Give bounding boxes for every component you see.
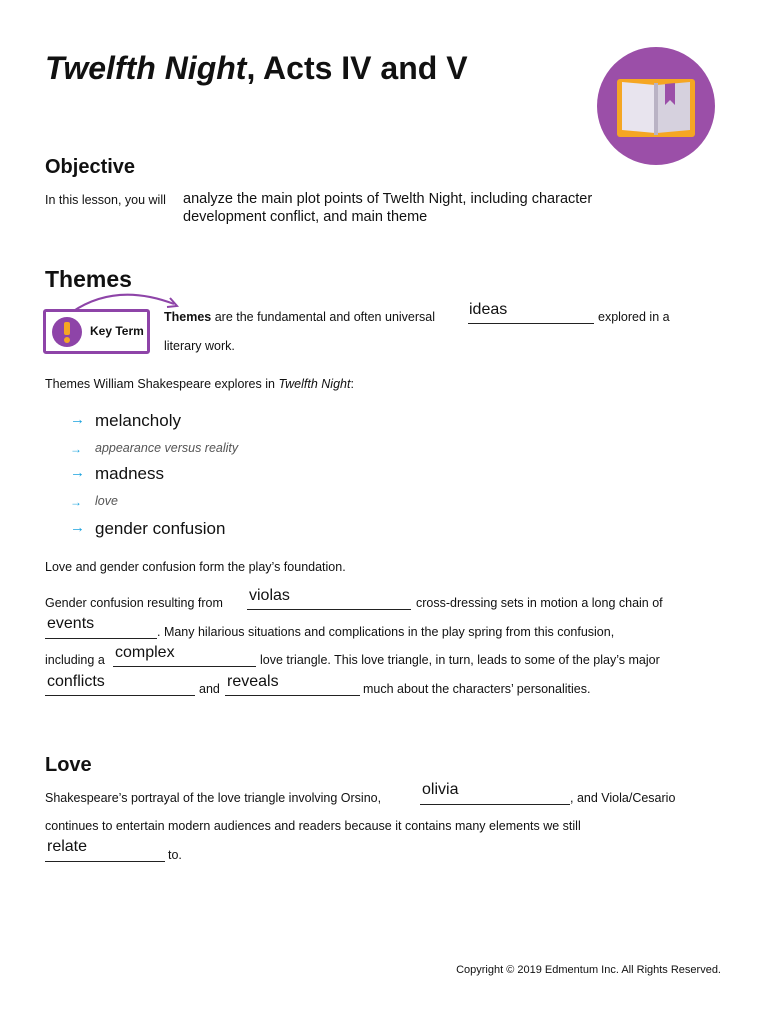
love-answer-1: olivia [422, 781, 459, 798]
book-badge [597, 47, 715, 165]
key-term-label: Key Term [90, 324, 144, 338]
para-blank-5 [225, 695, 360, 696]
theme-item-4 [70, 493, 118, 511]
theme-item-2 [70, 440, 239, 458]
theme-item-5-text: gender confusion [95, 519, 226, 538]
themes-explores-prefix: Themes William Shakespeare explores in [45, 377, 279, 391]
themes-definition-blank [468, 323, 594, 324]
para-answer-1: violas [249, 587, 290, 604]
para-l4-after: much about the characters’ personalities. [363, 682, 591, 696]
para-blank-3 [113, 666, 256, 667]
themes-heading: Themes [45, 266, 132, 292]
foundation-text: Love and gender confusion form the play’s foundation. [45, 560, 346, 574]
para-blank-2 [45, 638, 157, 639]
theme-item-3 [70, 464, 164, 483]
love-l1-before: Shakespeare’s portrayal of the love triangle involving Orsino, [45, 791, 382, 805]
themes-definition-answer: ideas [469, 301, 508, 318]
themes-explores-suffix: : [350, 377, 354, 391]
arrow-right-icon: → [70, 519, 85, 536]
theme-item-3-text: madness [95, 464, 164, 483]
love-l1-after: , and Viola/Cesario [570, 791, 676, 805]
para-l3-before: including a [45, 653, 105, 667]
theme-item-2-text: appearance versus reality [95, 441, 239, 455]
love-l3-after: to. [168, 848, 182, 862]
love-blank-1 [420, 804, 570, 805]
para-l3-after: love triangle. This love triangle, in turn, leads to some of the play’s major [260, 653, 660, 667]
objective-intro: In this lesson, you will [45, 193, 166, 207]
title-italic: Twelfth Night [45, 50, 247, 86]
themes-explores-italic: Twelfth Night [278, 377, 351, 391]
themes-explores [45, 376, 354, 392]
themes-definition-rest: are the fundamental and often universal [211, 310, 436, 324]
para-blank-4 [45, 695, 195, 696]
para-l1-after: cross-dressing sets in motion a long chain of [416, 596, 663, 610]
love-answer-2: relate [47, 838, 88, 855]
objective-answer-line1: analyze the main plot points of Twelth Night, including character [183, 191, 593, 207]
love-blank-2 [45, 861, 165, 862]
arrow-right-icon: → [70, 411, 85, 428]
theme-item-4-text: love [95, 494, 118, 508]
objective-answer-line2: development conflict, and main theme [183, 209, 428, 225]
para-answer-4: conflicts [47, 673, 105, 690]
arrow-right-icon: → [70, 464, 85, 481]
para-answer-5: reveals [227, 673, 279, 690]
theme-item-1-text: melancholy [95, 411, 181, 430]
para-l4-mid: and [199, 682, 220, 696]
themes-definition [164, 309, 435, 325]
themes-definition-after: explored in a [598, 310, 670, 324]
para-answer-2: events [47, 615, 95, 632]
theme-item-1 [70, 411, 181, 430]
theme-item-5 [70, 519, 226, 538]
objective-heading: Objective [45, 156, 136, 178]
themes-definition-bold: Themes [164, 310, 212, 324]
themes-definition-line2: literary work. [164, 339, 235, 353]
book-icon [597, 47, 715, 165]
para-l1-before: Gender confusion resulting from [45, 596, 223, 610]
love-l2: continues to entertain modern audiences and readers because it contains many elements we still [45, 819, 581, 833]
title-rest: , Acts IV and V [246, 50, 468, 86]
love-heading: Love [45, 754, 92, 776]
para-blank-1 [247, 609, 411, 610]
para-l2-after: . Many hilarious situations and complications in the play spring from this confusion, [157, 625, 615, 639]
exclamation-icon [52, 317, 82, 347]
para-answer-3: complex [115, 644, 175, 661]
copyright-footer: Copyright © 2019 Edmentum Inc. All Rights Reserved. [456, 964, 721, 976]
page-title [45, 50, 468, 87]
arrow-right-icon: → [70, 442, 82, 456]
arrow-right-icon: → [70, 495, 82, 509]
key-term-box [43, 309, 150, 354]
